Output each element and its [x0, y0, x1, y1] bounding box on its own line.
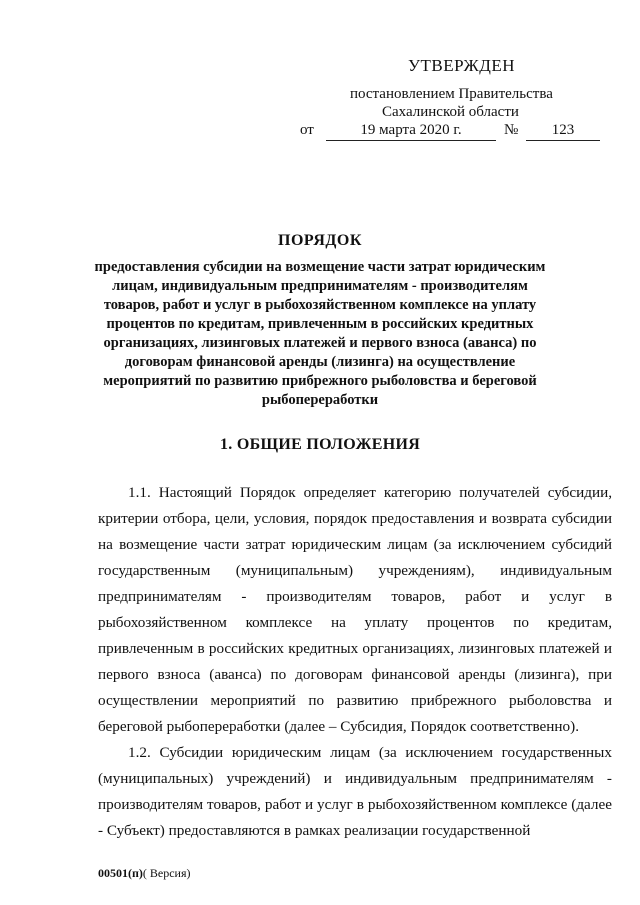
approval-number: 123	[526, 122, 600, 141]
body-text	[98, 480, 612, 844]
approval-title: УТВЕРЖДЕН	[408, 56, 515, 75]
approval-line-1: постановлением Правительства	[350, 86, 553, 102]
footer-version: ( Версия)	[142, 866, 191, 880]
approval-date-row	[300, 120, 610, 144]
document-title: ПОРЯДОК	[278, 232, 362, 249]
paragraph-1-1: 1.1. Настоящий Порядок определяет категорию получателей субсидии, критерии отбора, цели, условия, порядок предоставления и возврата субсидии на возмещение части затрат юридическим лицам (за исключением субсидий государственным (муниципальным) учреждениям), индивидуальным предпринимателям - производителям товаров, работ и услуг в рыбохозяйственном комплексе на уплату процентов по кредитам, привлеченным в российских кредитных организациях, лизинговых платежей и первого взноса (аванса) по договорам финансовой аренды (лизинга), при осуществлении мероприятий по развитию прибрежного рыболовства и береговой рыбопереработки (далее – Субсидия, Порядок соответственно).	[98, 484, 612, 735]
footer-code: 00501(п)	[98, 866, 143, 880]
number-label: №	[504, 122, 519, 138]
footer	[98, 866, 191, 881]
paragraph-1-2: 1.2. Субсидии юридическим лицам (за исключением государственных (муниципальных) учреждений) и индивидуальным предпринимателям - производителям товаров, работ и услуг в рыбохозяйственном комплексе (далее - Субъект) предоставляются в рамках реализации государственной	[98, 744, 612, 839]
approval-date: 19 марта 2020 г.	[326, 122, 496, 141]
approval-line-2: Сахалинской области	[382, 104, 519, 120]
section-heading: 1. ОБЩИЕ ПОЛОЖЕНИЯ	[219, 436, 421, 453]
document-subtitle: предоставления субсидии на возмещение части затрат юридическим лицам, индивидуальным предпринимателям - производителям товаров, работ и услуг в рыбохозяйственном комплексе на уплату процентов по кредитам, привлеченным в российских кредитных организациях, лизинговых платежей и первого взноса (аванса) по договорам финансовой аренды (лизинга) на осуществление мероприятий по развитию прибрежного рыболовства и береговой рыбопереработки	[94, 259, 546, 408]
from-label: от	[300, 122, 314, 138]
